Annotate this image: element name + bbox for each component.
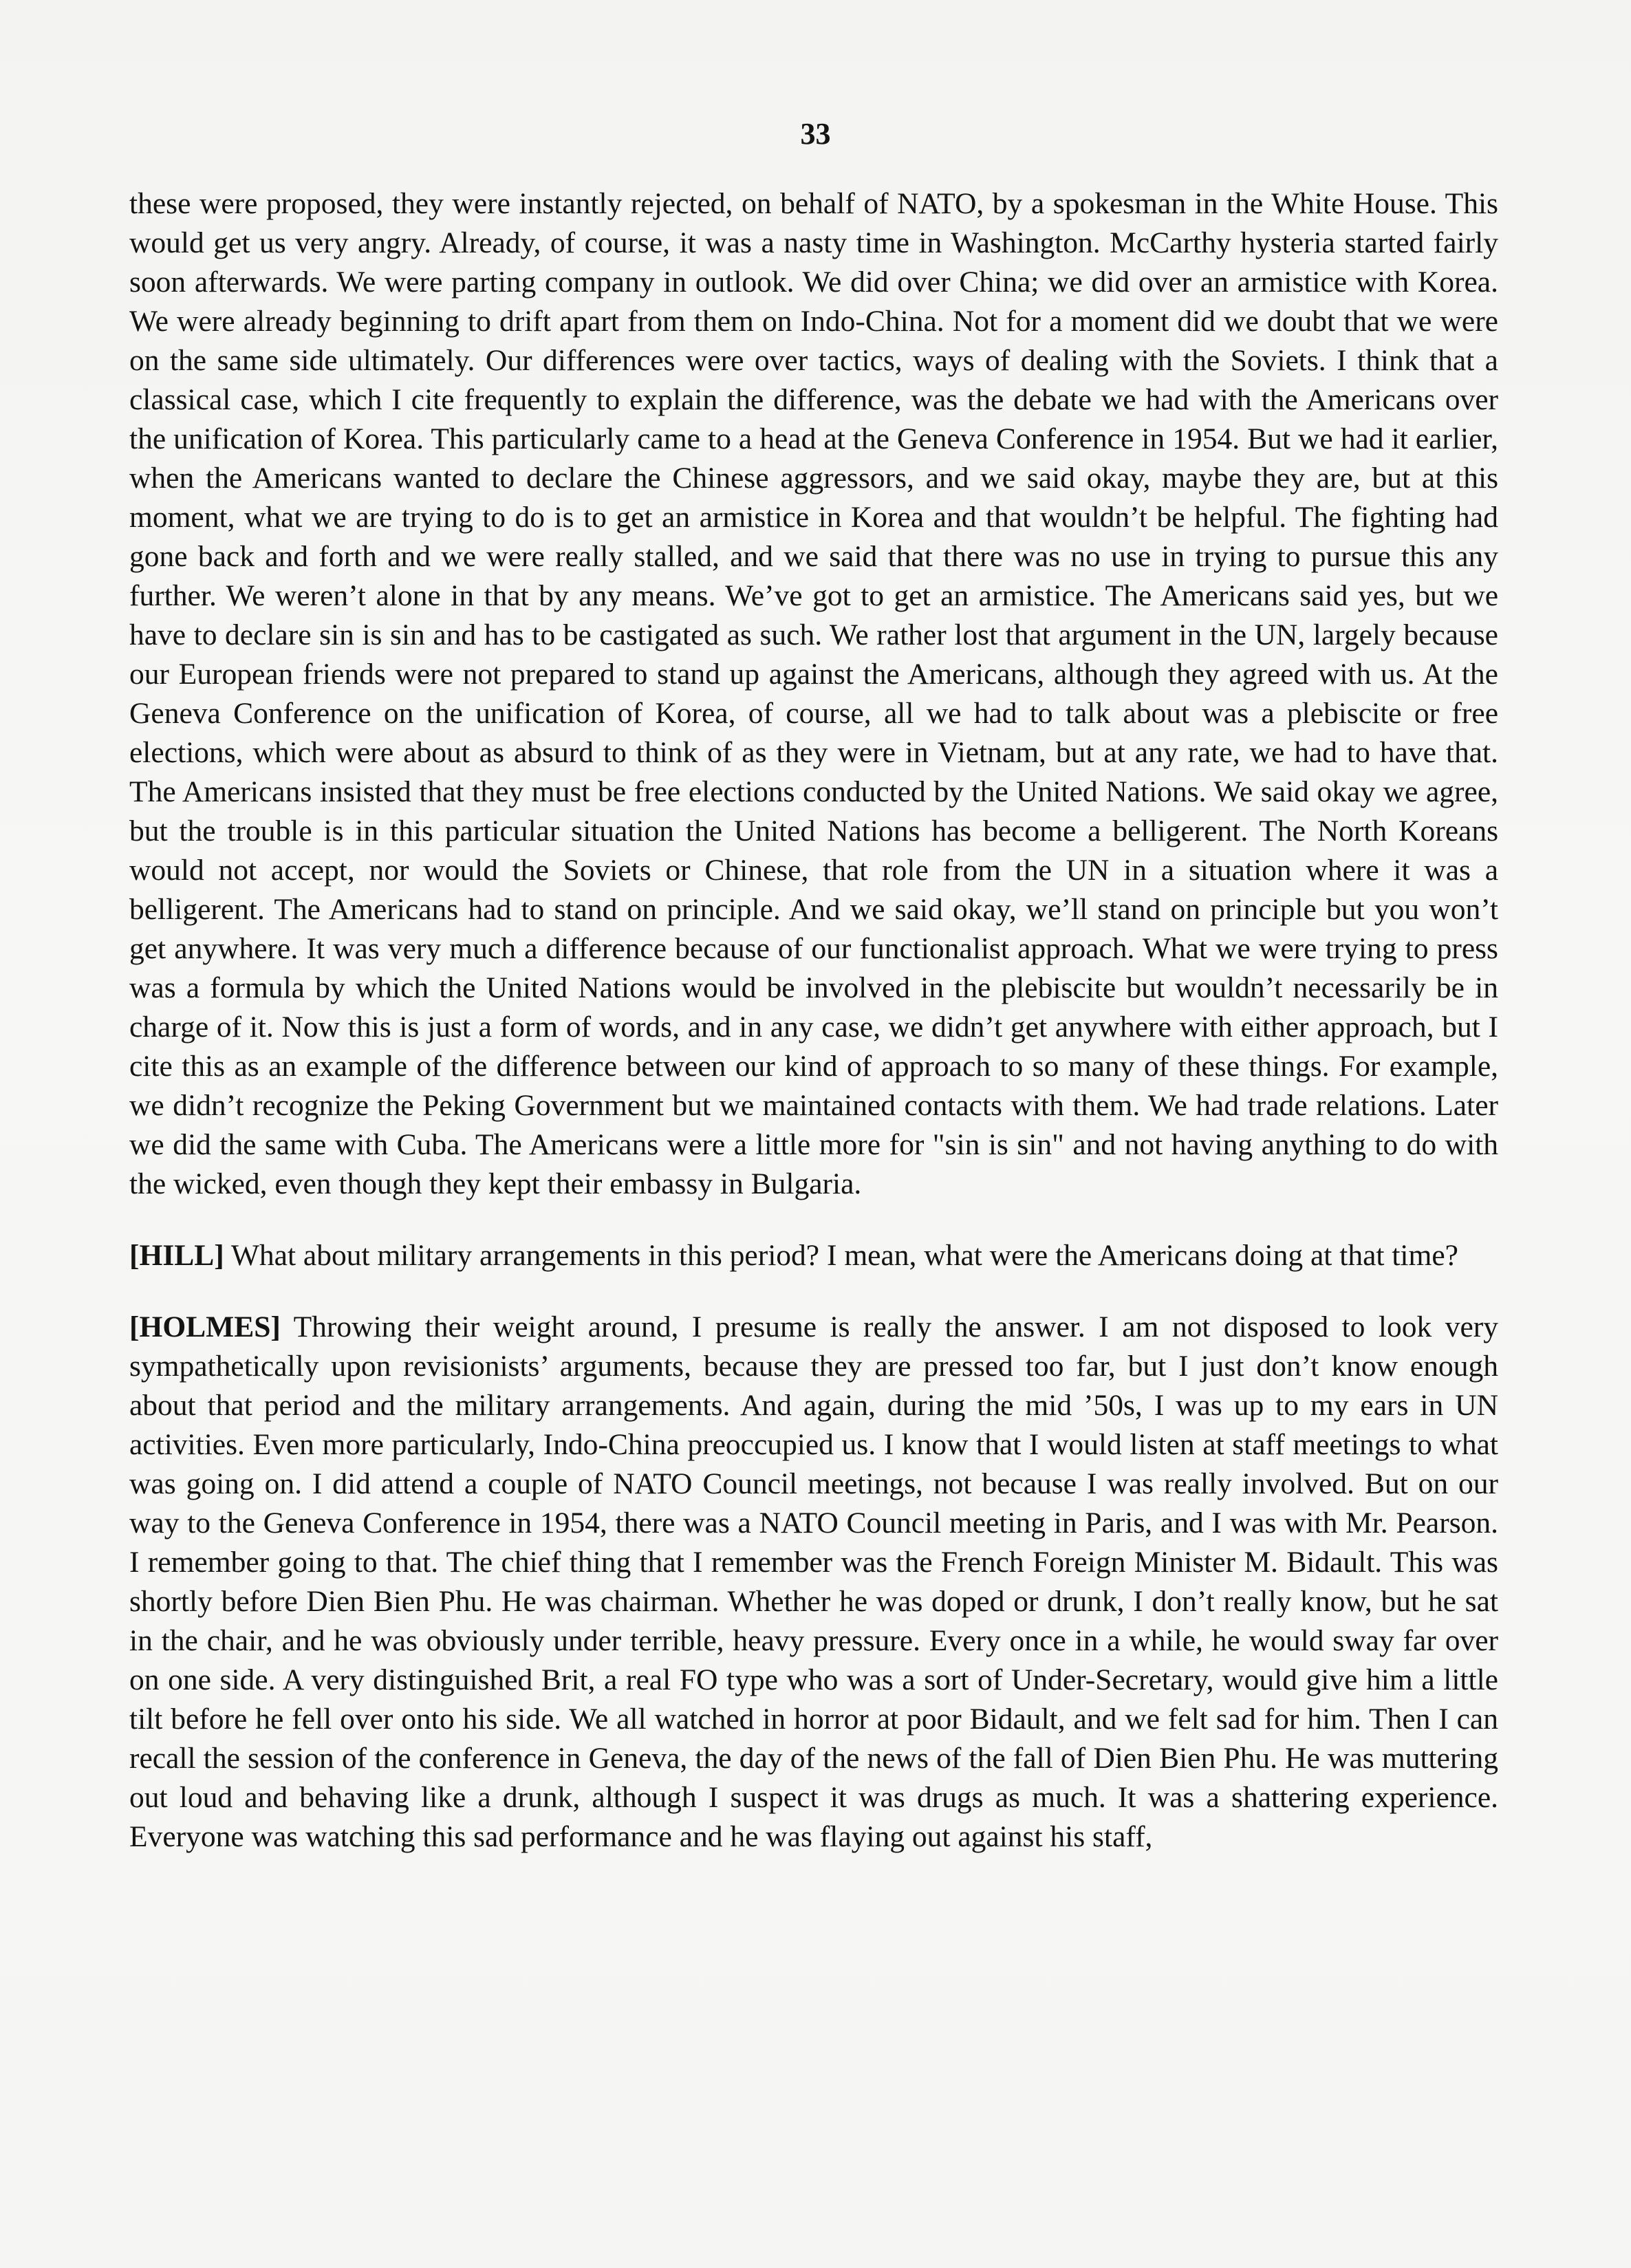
paragraph-text: What about military arrangements in this period? I mean, what were the Americans doing at that time? — [224, 1239, 1458, 1272]
paragraph-spacer — [129, 1204, 1498, 1236]
paragraph-text: Throwing their weight around, I presume is really the answer. I am not disposed to look very sympathetically upon revisionists’ arguments, because they are pressed too far, but I just don’t know enough about that period and the military arrangements. And again, during the mid ’50s, I was up to my ears in UN activities. Even more particularly, Indo-China preoccupied us. I know that I would listen at staff meetings to what was going on. I did attend a couple of NATO Council meetings, not because I was really involved. But on our way to the Geneva Conference in 1954, there was a NATO Council meeting in Paris, and I was with Mr. Pearson. I remember going to that. The chief thing that I remember was the French Foreign Minister M. Bidault. This was shortly before Dien Bien Phu. He was chairman. Whether he was doped or drunk, I don’t really know, but he sat in the chair, and he was obviously under terrible, heavy pressure. Every once in a while, he would sway far over on one side. A very distinguished Brit, a real FO type who was a sort of Under-Secretary, would give him a little tilt before he fell over onto his side. We all watched in horror at poor Bidault, and we felt sad for him. Then I can recall the session of the conference in Geneva, the day of the news of the fall of Dien Bien Phu. He was muttering out loud and behaving like a drunk, although I suspect it was drugs as much. It was a shattering experience. Everyone was watching this sad performance and he was flaying out against his staff, — [129, 1310, 1498, 1853]
paragraph-hill-question — [129, 1236, 1498, 1275]
speaker-label-hill: [HILL] — [129, 1239, 224, 1272]
paragraph-text: these were proposed, they were instantly rejected, on behalf of NATO, by a spokesman in the White House. This would get us very angry. Already, of course, it was a nasty time in Washington. McCarthy hysteria started fairly soon afterwards. We were parting company in outlook. We did over China; we did over an armistice with Korea. We were already beginning to drift apart from them on Indo-China. Not for a moment did we doubt that we were on the same side ultimately. Our differences were over tactics, ways of dealing with the Soviets. I think that a classical case, which I cite frequently to explain the difference, was the debate we had with the Americans over the unification of Korea. This particularly came to a head at the Geneva Conference in 1954. But we had it earlier, when the Americans wanted to declare the Chinese aggressors, and we said okay, maybe they are, but at this moment, what we are trying to do is to get an armistice in Korea and that wouldn’t be helpful. The fighting had gone back and forth and we were really stalled, and we said that there was no use in trying to pursue this any further. We weren’t alone in that by any means. We’ve got to get an armistice. The Americans said yes, but we have to declare sin is sin and has to be castigated as such. We rather lost that argument in the UN, largely because our European friends were not prepared to stand up against the Americans, although they agreed with us. At the Geneva Conference on the unification of Korea, of course, all we had to talk about was a plebiscite or free elections, which were about as absurd to think of as they were in Vietnam, but at any rate, we had to have that. The Americans insisted that they must be free elections conducted by the United Nations. We said okay we agree, but the trouble is in this particular situation the United Nations has become a belligerent. The North Koreans would not accept, nor would the Soviets or Chinese, that role from the UN in a situation where it was a belligerent. The Americans had to stand on principle. And we said okay, we’ll stand on principle but you won’t get anywhere. It was very much a difference because of our functionalist approach. What we were trying to press was a formula by which the United Nations would be involved in the plebiscite but wouldn’t necessarily be in charge of it. Now this is just a form of words, and in any case, we didn’t get anywhere with either approach, but I cite this as an example of the difference between our kind of approach to so many of these things. For example, we didn’t recognize the Peking Government but we maintained contacts with them. We had trade relations. Later we did the same with Cuba. The Americans were a little more for "sin is sin" and not having anything to do with the wicked, even though they kept their embassy in Bulgaria. — [129, 187, 1498, 1200]
speaker-label-holmes: [HOLMES] — [129, 1310, 281, 1343]
paragraph-holmes-answer — [129, 1308, 1498, 1857]
page-number: 33 — [800, 117, 831, 151]
paragraph-continuation — [129, 184, 1498, 1204]
paragraph-spacer — [129, 1275, 1498, 1308]
transcript-body — [129, 184, 1498, 1857]
